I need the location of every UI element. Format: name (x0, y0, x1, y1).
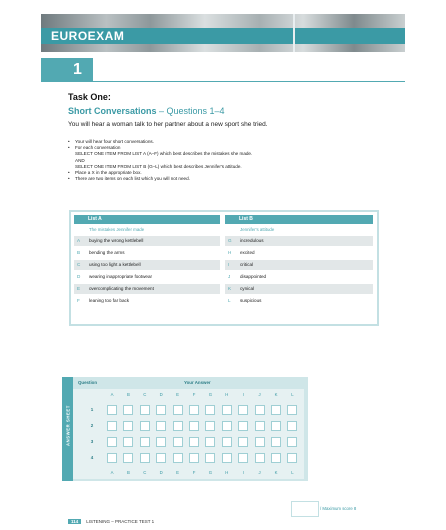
answer-checkbox[interactable] (189, 405, 199, 415)
list-a-item (74, 236, 220, 246)
answer-checkbox[interactable] (287, 405, 297, 415)
answer-letter-top: E (176, 392, 180, 397)
list-a-item (74, 296, 220, 306)
answer-checkbox[interactable] (156, 421, 166, 431)
item-text: overcomplicating the movement (89, 286, 154, 291)
answer-checkbox[interactable] (140, 437, 150, 447)
answer-checkbox[interactable] (173, 437, 183, 447)
answer-letter-top: H (225, 392, 229, 397)
list-b-header (225, 215, 373, 224)
question-number: 2 (90, 423, 94, 428)
euroexam-logo: EUROEXAM (51, 29, 125, 43)
answer-letter-top: J (258, 392, 261, 397)
item-letter: E (77, 286, 81, 291)
answer-letter-top: D (159, 392, 163, 397)
instruction-item: • Your will hear four short conversations. (68, 139, 398, 145)
list-b-subtitle: Jennifer's attitude (240, 227, 275, 232)
item-text: excited (240, 250, 255, 255)
answer-checkbox[interactable] (140, 453, 150, 463)
answer-checkbox[interactable] (255, 437, 265, 447)
answer-checkbox[interactable] (123, 437, 133, 447)
item-text: critical (240, 262, 254, 267)
item-text: suspicious (240, 298, 262, 303)
instruction-item: • Place a X in the appropriate box. (68, 170, 398, 176)
answer-letter-bottom: D (159, 470, 163, 475)
answer-letter-top: G (208, 392, 213, 397)
answer-checkbox[interactable] (222, 421, 232, 431)
answer-letter-bottom: J (258, 470, 261, 475)
answer-checkbox[interactable] (287, 421, 297, 431)
answer-checkbox[interactable] (271, 453, 281, 463)
item-text: disappointed (240, 274, 267, 279)
list-a-item (74, 284, 220, 294)
answer-column-header: Your Answer (184, 380, 211, 385)
answer-checkbox[interactable] (156, 453, 166, 463)
list-b-item (225, 248, 373, 258)
item-text: cynical (240, 286, 255, 291)
answer-checkbox[interactable] (238, 405, 248, 415)
answer-checkbox[interactable] (255, 453, 265, 463)
item-text: using too light a kettlebell (89, 262, 141, 267)
answer-checkbox[interactable] (238, 437, 248, 447)
answer-checkbox[interactable] (222, 437, 232, 447)
list-a-item (74, 260, 220, 270)
test-number: 1 (41, 58, 93, 82)
answer-letter-bottom: F (192, 470, 196, 475)
list-b-item (225, 284, 373, 294)
answer-checkbox[interactable] (271, 405, 281, 415)
footer-text: LISTENING – PRACTICE TEST 1 (86, 519, 155, 524)
answer-checkbox[interactable] (271, 421, 281, 431)
page-footer (68, 519, 154, 524)
instruction-item: • For each conversation SELECT ONE ITEM FROM LIST A (A–F) which best describes the mistakes she made. AND SELECT ONE ITEM FROM LIST B (G–L) which best describes Jennifer's attitude. (68, 145, 398, 170)
answer-letter-top: A (110, 392, 114, 397)
answer-checkbox[interactable] (156, 405, 166, 415)
answer-checkbox[interactable] (205, 437, 215, 447)
score-input-box[interactable] (291, 501, 319, 517)
answer-checkbox[interactable] (255, 421, 265, 431)
answer-sheet-side-label (62, 377, 73, 481)
item-letter: A (77, 238, 81, 243)
item-letter: C (77, 262, 81, 267)
answer-letter-bottom: E (176, 470, 180, 475)
answer-checkbox[interactable] (205, 421, 215, 431)
test-number-rule (93, 81, 405, 82)
answer-checkbox[interactable] (173, 405, 183, 415)
item-letter: G (228, 238, 232, 243)
answer-letter-top: I (242, 392, 244, 397)
instruction-item: • There are two items on each list which you will not need. (68, 176, 398, 182)
item-letter: F (77, 298, 80, 303)
list-b-item (225, 236, 373, 246)
answer-letter-top: C (143, 392, 147, 397)
answer-checkbox[interactable] (222, 405, 232, 415)
item-text: leaning too far back (89, 298, 130, 303)
list-a-item (74, 272, 220, 282)
answer-checkbox[interactable] (222, 453, 232, 463)
question-number: 4 (90, 455, 94, 460)
answer-letter-top: K (274, 392, 278, 397)
list-a-item (74, 248, 220, 258)
answer-checkbox[interactable] (205, 453, 215, 463)
header-banner (41, 14, 405, 52)
answer-checkbox[interactable] (107, 437, 117, 447)
answer-checkbox[interactable] (255, 405, 265, 415)
answer-sheet-label: ANSWER SHEET (65, 405, 71, 446)
answer-checkbox[interactable] (123, 405, 133, 415)
answer-letter-bottom: I (242, 470, 244, 475)
item-letter: H (228, 250, 232, 255)
item-text: bending the arms (89, 250, 125, 255)
answer-checkbox[interactable] (123, 421, 133, 431)
item-text: incredulous (240, 238, 264, 243)
max-score-label: / Maximum score 8 (320, 506, 357, 511)
instructions-list (68, 139, 398, 182)
list-a-title: List A (88, 216, 102, 222)
item-text: buying the wrong kettlebell (89, 238, 144, 243)
answer-checkbox[interactable] (140, 421, 150, 431)
intro-text: You will hear a woman talk to her partner about a new sport she tried. (68, 121, 268, 128)
answer-letter-bottom: G (208, 470, 213, 475)
answer-checkbox[interactable] (123, 453, 133, 463)
answer-checkbox[interactable] (287, 437, 297, 447)
section-heading (68, 106, 225, 116)
answer-checkbox[interactable] (287, 453, 297, 463)
task-title: Task One: (68, 92, 111, 102)
list-b-item (225, 260, 373, 270)
item-letter: D (77, 274, 81, 279)
answer-letter-bottom: C (143, 470, 147, 475)
answer-checkbox[interactable] (238, 453, 248, 463)
item-letter: L (228, 298, 231, 303)
list-a-subtitle: The mistakes Jennifer made (89, 227, 145, 232)
answer-letter-top: F (192, 392, 196, 397)
list-b-title: List B (239, 216, 253, 222)
answer-checkbox[interactable] (189, 421, 199, 431)
answer-letter-bottom: A (110, 470, 114, 475)
list-b-item (225, 296, 373, 306)
answer-letter-top: B (126, 392, 130, 397)
answer-checkbox[interactable] (271, 437, 281, 447)
answer-grid (73, 389, 304, 479)
answer-checkbox[interactable] (140, 405, 150, 415)
item-letter: K (228, 286, 232, 291)
answer-checkbox[interactable] (238, 421, 248, 431)
lists-table (69, 210, 379, 326)
answer-checkbox[interactable] (107, 405, 117, 415)
answer-letter-bottom: H (225, 470, 229, 475)
answer-letter-bottom: L (291, 470, 294, 475)
answer-checkbox[interactable] (107, 453, 117, 463)
question-column-header: Question (78, 380, 98, 385)
section-name: Short Conversations (68, 106, 157, 116)
header-divider (293, 14, 295, 52)
answer-checkbox[interactable] (156, 437, 166, 447)
item-letter: J (228, 274, 231, 279)
answer-checkbox[interactable] (173, 453, 183, 463)
answer-checkbox[interactable] (205, 405, 215, 415)
answer-letter-bottom: K (274, 470, 278, 475)
question-number: 3 (90, 439, 94, 444)
page-number: 114 (68, 519, 81, 524)
list-a-header (74, 215, 220, 224)
answer-checkbox[interactable] (173, 421, 183, 431)
answer-checkbox[interactable] (107, 421, 117, 431)
item-letter: I (228, 262, 230, 267)
answer-checkbox[interactable] (189, 437, 199, 447)
answer-letter-top: L (291, 392, 294, 397)
answer-letter-bottom: B (126, 470, 130, 475)
item-letter: B (77, 250, 81, 255)
answer-checkbox[interactable] (189, 453, 199, 463)
question-number: 1 (90, 407, 94, 412)
section-questions: – Questions 1–4 (156, 106, 225, 116)
list-b-item (225, 272, 373, 282)
item-text: wearing inappropriate footwear (89, 274, 153, 279)
